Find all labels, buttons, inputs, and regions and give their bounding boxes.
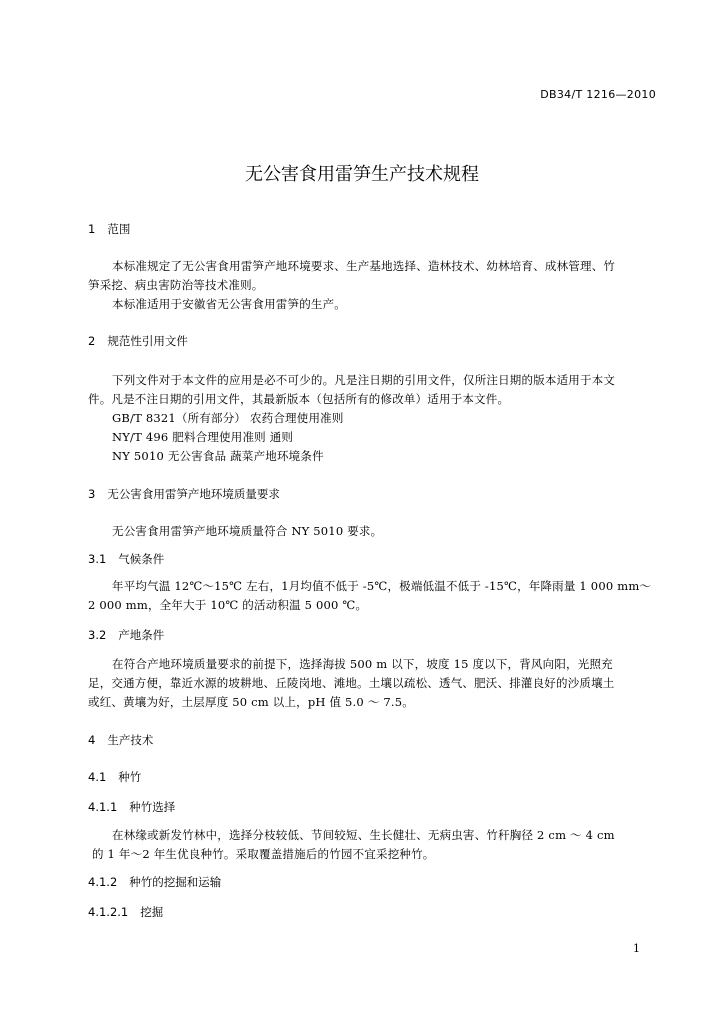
paragraph-line: 的 1 年～2 年生优良种竹。采取覆盖措施后的竹园不宜采挖种竹。 xyxy=(92,847,435,861)
subsection-3-2-heading xyxy=(88,627,164,643)
paragraph-line: 或红、黄壤为好，土层厚度 50 cm 以上，pH 值 5.0 ～ 7.5。 xyxy=(88,695,414,709)
section-title: 种竹选择 xyxy=(129,800,176,814)
section-title: 挖掘 xyxy=(140,905,164,919)
section-3-heading xyxy=(88,486,280,502)
section-2-heading xyxy=(88,333,188,349)
paragraph-line: 在林缘或新发竹林中，选择分枝较低、节间较短、生长健壮、无病虫害、竹秆胸径 2 cm ～ 4 cm xyxy=(112,828,615,842)
paragraph-line: 件。凡是不注日期的引用文件，其最新版本（包括所有的修改单）适用于本文件。 xyxy=(88,392,510,406)
subsection-3-1-heading xyxy=(88,551,164,567)
section-title: 种竹 xyxy=(118,770,142,784)
section-title: 种竹的挖掘和运输 xyxy=(129,875,222,889)
paragraph-line: 下列文件对于本文件的应用是必不可少的。凡是注日期的引用文件，仅所注日期的版本适用于本文 xyxy=(112,373,616,387)
section-number: 3 xyxy=(88,487,96,501)
section-title: 无公害食用雷笋产地环境质量要求 xyxy=(107,487,280,501)
paragraph-line: 笋采挖、病虫害防治等技术准则。 xyxy=(88,278,264,292)
subsection-4-1-2-1-heading xyxy=(88,904,163,920)
section-number: 4.1.2.1 xyxy=(88,905,129,919)
paragraph-line: 本标准适用于安徽省无公害食用雷笋的生产。 xyxy=(112,297,346,311)
paragraph-line: 无公害食用雷笋产地环境质量符合 NY 5010 要求。 xyxy=(112,524,383,538)
subsection-4-1-1-heading xyxy=(88,799,175,815)
document-code: DB34/T 1216—2010 xyxy=(540,88,656,101)
section-number: 3.1 xyxy=(88,552,107,566)
section-number: 4.1 xyxy=(88,770,107,784)
section-number: 4 xyxy=(88,733,96,747)
paragraph-line: 足，交通方便，靠近水源的坡耕地、丘陵岗地、滩地。土壤以疏松、透气、肥沃、排灌良好的沙质壤土 xyxy=(88,676,615,690)
document-title: 无公害食用雷笋生产技术规程 xyxy=(245,164,479,185)
section-title: 生产技术 xyxy=(107,733,154,747)
section-4-heading xyxy=(88,732,153,748)
section-title: 范围 xyxy=(107,222,131,236)
reference-item: GB/T 8321（所有部分） 农药合理使用准则 xyxy=(112,411,344,425)
section-1-heading xyxy=(88,221,130,237)
section-number: 4.1.2 xyxy=(88,875,118,889)
section-title: 产地条件 xyxy=(118,628,165,642)
subsection-4-1-2-heading xyxy=(88,874,221,890)
subsection-4-1-heading xyxy=(88,769,141,785)
paragraph-line: 本标准规定了无公害食用雷笋产地环境要求、生产基地选择、造林技术、幼林培育、成林管理、竹 xyxy=(112,259,616,273)
page-number: 1 xyxy=(633,942,640,955)
section-title: 气候条件 xyxy=(118,552,165,566)
section-number: 4.1.1 xyxy=(88,800,118,814)
section-number: 2 xyxy=(88,334,96,348)
section-title: 规范性引用文件 xyxy=(107,334,188,348)
paragraph-line: 2 000 mm，全年大于 10℃ 的活动积温 5 000 ℃。 xyxy=(88,598,368,612)
paragraph-line: 年平均气温 12℃～15℃ 左右，1月均值不低于 -5℃，极端低温不低于 -15℃，年降雨量 1 000 mm～ xyxy=(112,579,652,593)
section-number: 1 xyxy=(88,222,96,236)
reference-item: NY/T 496 肥料合理使用准则 通则 xyxy=(112,430,294,444)
section-number: 3.2 xyxy=(88,628,107,642)
reference-item: NY 5010 无公害食品 蔬菜产地环境条件 xyxy=(112,449,324,463)
paragraph-line: 在符合产地环境质量要求的前提下，选择海拔 500 m 以下，坡度 15 度以下，背风向阳，光照充 xyxy=(112,657,613,671)
